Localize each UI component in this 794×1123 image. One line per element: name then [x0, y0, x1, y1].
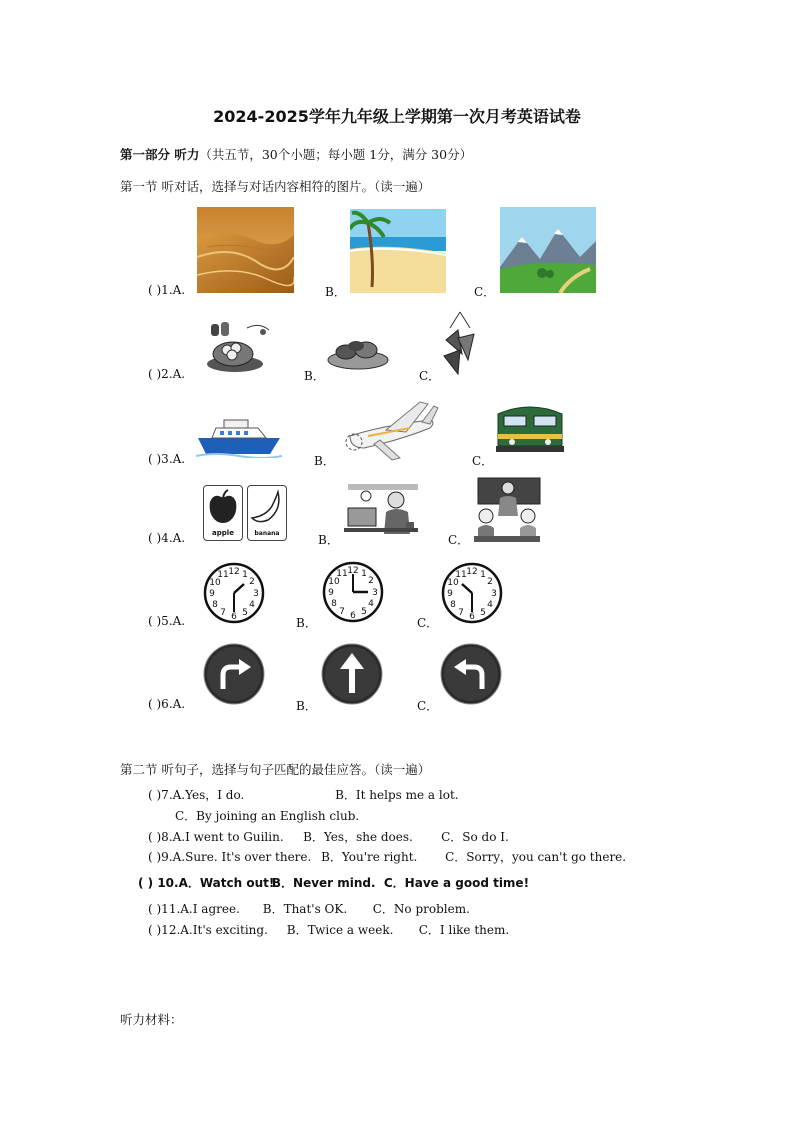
q10-option-c: C．Have a good time!	[383, 876, 530, 890]
q5-option-c-label: C．	[417, 616, 439, 630]
svg-text:2: 2	[249, 577, 255, 587]
q7-row	[148, 786, 459, 803]
q5-option-c-clock-icon	[441, 562, 503, 624]
svg-text:9: 9	[209, 589, 215, 599]
svg-text:5: 5	[480, 608, 486, 618]
svg-text:7: 7	[220, 608, 226, 618]
svg-text:4: 4	[249, 600, 255, 610]
q2-option-c-zongzi-image	[440, 310, 480, 376]
q1-number: ( )1.A.	[148, 283, 186, 297]
q6-option-b-straight-arrow-icon	[321, 643, 383, 705]
q1-option-b-beach-image	[350, 209, 446, 293]
q11-option-c: C．No problem.	[372, 902, 470, 916]
q6-number: ( )6.A.	[148, 697, 186, 711]
q2-number: ( )2.A.	[148, 367, 186, 381]
svg-text:11: 11	[217, 570, 229, 580]
part-desc: （共五节，30个小题；每小题 1分，满分 30分）	[199, 147, 473, 162]
svg-text:5: 5	[242, 608, 248, 618]
q4-number: ( )4.A.	[148, 531, 186, 545]
svg-text:3: 3	[372, 588, 378, 598]
q8-number: ( )8.A.	[148, 830, 186, 844]
listening-material-label: 听力材料：	[120, 1012, 183, 1027]
svg-text:4: 4	[487, 600, 493, 610]
svg-text:8: 8	[331, 599, 337, 609]
q3-option-a-ship-image	[196, 416, 282, 458]
svg-text:10: 10	[209, 578, 221, 588]
part-label: 第一部分 听力	[120, 147, 200, 162]
svg-text:11: 11	[455, 570, 467, 580]
svg-text:12: 12	[228, 567, 240, 577]
q11-number: ( )11.A.	[148, 902, 193, 916]
svg-text:10: 10	[447, 578, 459, 588]
q2-option-c-label: C．	[419, 369, 441, 383]
banana-card-label: banana	[254, 530, 280, 537]
q5-option-a-clock-icon	[203, 562, 265, 624]
svg-text:9: 9	[328, 588, 334, 598]
q12-option-c: C．I like them.	[418, 923, 510, 937]
svg-text:6: 6	[231, 612, 237, 622]
svg-text:8: 8	[212, 600, 218, 610]
svg-text:10: 10	[328, 577, 340, 587]
q10-option-a: Watch out!	[199, 876, 275, 890]
q4-option-c-label: C．	[448, 533, 470, 547]
q4-option-b-label: B．	[318, 533, 339, 547]
section2-heading: 第二节 听句子，选择与句子匹配的最佳应答。（读一遍）	[120, 762, 431, 777]
q12-option-b: B．Twice a week.	[286, 923, 394, 937]
q1-option-a-desert-image	[197, 207, 294, 293]
svg-text:3: 3	[491, 589, 497, 599]
svg-text:11: 11	[336, 569, 348, 579]
q9-option-b: B．You're right.	[321, 850, 418, 864]
q8-option-b: B．Yes，she does.	[303, 830, 413, 844]
q8-row	[148, 828, 509, 845]
q4-option-a-apple-card	[203, 485, 243, 541]
q3-number: ( )3.A.	[148, 452, 186, 466]
q7-option-b: B．It helps me a lot.	[335, 788, 459, 802]
q11-option-a: I agree.	[192, 902, 240, 916]
q6-option-c-label: C．	[417, 699, 439, 713]
svg-text:7: 7	[339, 607, 345, 617]
svg-text:8: 8	[450, 600, 456, 610]
svg-text:3: 3	[253, 589, 259, 599]
q6-option-c-turn-left-arrow-icon	[440, 643, 502, 705]
q9-option-c: C．Sorry，you can't go there.	[445, 850, 627, 864]
q12-row	[148, 921, 509, 938]
q6-option-b-label: B．	[296, 699, 317, 713]
q1-option-b-label: B．	[325, 285, 346, 299]
svg-text:1: 1	[480, 570, 486, 580]
svg-text:4: 4	[368, 599, 374, 609]
q3-option-b-airplane-image	[340, 400, 440, 464]
q7-option-a: Yes，I do.	[185, 788, 245, 802]
q12-number: ( )12.A.	[148, 923, 193, 937]
banana-icon	[248, 488, 286, 526]
q5-option-b-label: B．	[296, 616, 317, 630]
q8-option-c: C．So do I.	[441, 830, 509, 844]
q5-number: ( )5.A.	[148, 614, 186, 628]
q3-option-b-label: B．	[314, 454, 335, 468]
q2-option-b-label: B．	[304, 369, 325, 383]
q9-option-a: Sure. It's over there.	[185, 850, 312, 864]
section1-heading: 第一节 听对话，选择与对话内容相符的图片。（读一遍）	[120, 179, 431, 194]
page-title: 2024-2025学年九年级上学期第一次月考英语试卷	[213, 107, 581, 126]
svg-text:2: 2	[368, 576, 374, 586]
q11-row	[148, 900, 470, 917]
q3-option-c-label: C．	[472, 454, 494, 468]
q7-option-c: C．By joining an English club.	[175, 809, 360, 823]
q8-option-a: I went to Guilin.	[185, 830, 284, 844]
q11-option-b: B．That's OK.	[262, 902, 348, 916]
q10-number: ( ) 10.A．	[138, 876, 200, 890]
apple-icon	[204, 488, 242, 526]
svg-text:5: 5	[361, 607, 367, 617]
q9-row	[148, 848, 626, 865]
apple-card-label: apple	[212, 529, 234, 537]
q6-option-a-turn-right-arrow-icon	[203, 643, 265, 705]
svg-text:1: 1	[361, 569, 367, 579]
q10-row	[138, 874, 529, 891]
q1-option-c-label: C．	[474, 285, 496, 299]
svg-text:6: 6	[350, 611, 356, 621]
q4-option-b-computer-user-image	[342, 482, 420, 542]
q7-number: ( )7.A.	[148, 788, 186, 802]
svg-text:12: 12	[347, 566, 359, 576]
q2-option-b-mooncakes-image	[326, 330, 390, 370]
q9-number: ( )9.A.	[148, 850, 186, 864]
q12-option-a: It's exciting.	[192, 923, 268, 937]
q1-option-c-mountain-image	[500, 207, 596, 293]
q10-option-b: B．Never mind.	[271, 876, 376, 890]
q4-option-a-banana-card	[247, 485, 287, 541]
q3-option-c-train-image	[494, 400, 566, 454]
svg-text:6: 6	[469, 612, 475, 622]
q5-option-b-clock-icon	[322, 561, 384, 623]
svg-text:7: 7	[458, 608, 464, 618]
svg-text:1: 1	[242, 570, 248, 580]
q4-option-c-classroom-image	[470, 476, 542, 544]
svg-text:9: 9	[447, 589, 453, 599]
svg-text:2: 2	[487, 577, 493, 587]
q2-option-a-dumplings-image	[203, 318, 273, 376]
svg-text:12: 12	[466, 567, 478, 577]
part-heading	[120, 145, 472, 163]
